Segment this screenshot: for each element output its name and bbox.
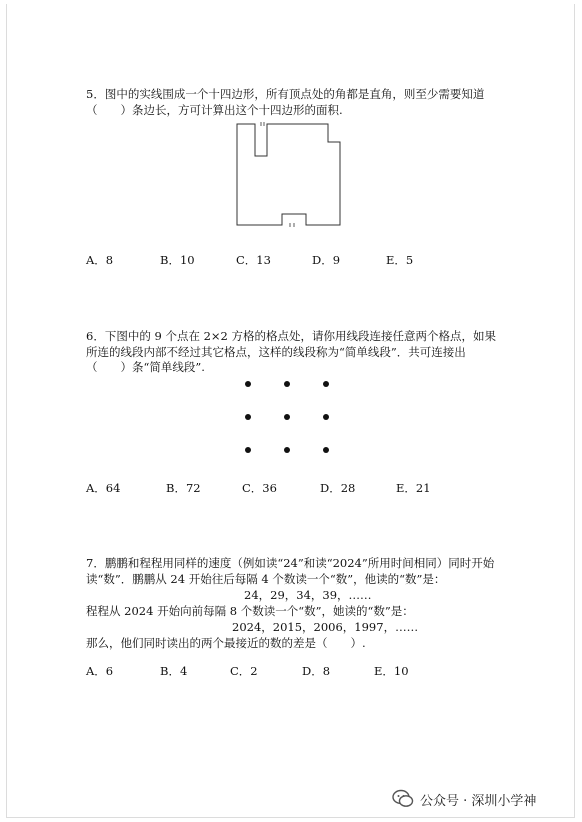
grid-dot bbox=[323, 414, 329, 420]
q6-option-d: D．28 bbox=[320, 481, 356, 495]
q7-text-line2: 读“数”．鹏鹏从 24 开始往后每隔 4 个数读一个“数”，他读的“数”是： bbox=[86, 572, 446, 586]
q7-sequence-2: 2024，2015，2006，1997，…… bbox=[232, 620, 419, 634]
q6-text-line3: （ ）条“简单线段”. bbox=[86, 360, 205, 374]
grid-dot bbox=[245, 414, 251, 420]
q5-option-c: C．13 bbox=[236, 253, 271, 267]
q5-option-b: B．10 bbox=[160, 253, 195, 267]
watermark-text: 公众号 · 深圳小学神 bbox=[420, 793, 537, 809]
q6-dot-grid bbox=[236, 374, 346, 464]
wechat-icon bbox=[392, 789, 414, 809]
grid-dot bbox=[245, 447, 251, 453]
q7-option-b: B．4 bbox=[160, 664, 188, 678]
q5-polygon-figure bbox=[230, 119, 346, 230]
q5-option-d: D．9 bbox=[312, 253, 341, 267]
q7-text-line1: 7．鹏鹏和程程用同样的速度（例如读“24”和读“2024”所用时间相同）同时开始 bbox=[86, 556, 495, 570]
q6-option-b: B．72 bbox=[166, 481, 201, 495]
q7-option-d: D．8 bbox=[302, 664, 331, 678]
grid-dot bbox=[323, 447, 329, 453]
q7-option-a: A．6 bbox=[86, 664, 114, 678]
grid-dot bbox=[323, 381, 329, 387]
q5-option-a: A．8 bbox=[86, 253, 114, 267]
q6-text-line2: 所连的线段内部不经过其它格点，这样的线段称为“简单线段”．共可连接出 bbox=[86, 345, 466, 359]
grid-dot bbox=[284, 414, 290, 420]
q6-option-a: A．64 bbox=[86, 481, 121, 495]
grid-dot bbox=[284, 447, 290, 453]
q7-text-line3: 程程从 2024 开始向前每隔 8 个数读一个“数”，她读的“数”是： bbox=[86, 604, 414, 618]
q7-option-e: E．10 bbox=[374, 664, 409, 678]
watermark bbox=[392, 788, 536, 810]
q5-option-e: E．5 bbox=[386, 253, 414, 267]
q5-text-line1: 5．图中的实线围成一个十四边形，所有顶点处的角都是直角，则至少需要知道 bbox=[86, 87, 485, 101]
q7-option-c: C．2 bbox=[230, 664, 258, 678]
q5-text-line2: （ ）条边长，方可计算出这个十四边形的面积. bbox=[86, 103, 343, 117]
q6-text-line1: 6．下图中的 9 个点在 2×2 方格的格点处，请你用线段连接任意两个格点，如果 bbox=[86, 329, 497, 343]
q6-option-e: E．21 bbox=[396, 481, 431, 495]
q7-text-line4: 那么，他们同时读出的两个最接近的数的差是（ ）. bbox=[86, 636, 366, 650]
q6-option-c: C．36 bbox=[242, 481, 277, 495]
q7-sequence-1: 24，29，34，39，…… bbox=[244, 588, 372, 602]
grid-dot bbox=[245, 381, 251, 387]
grid-dot bbox=[284, 381, 290, 387]
